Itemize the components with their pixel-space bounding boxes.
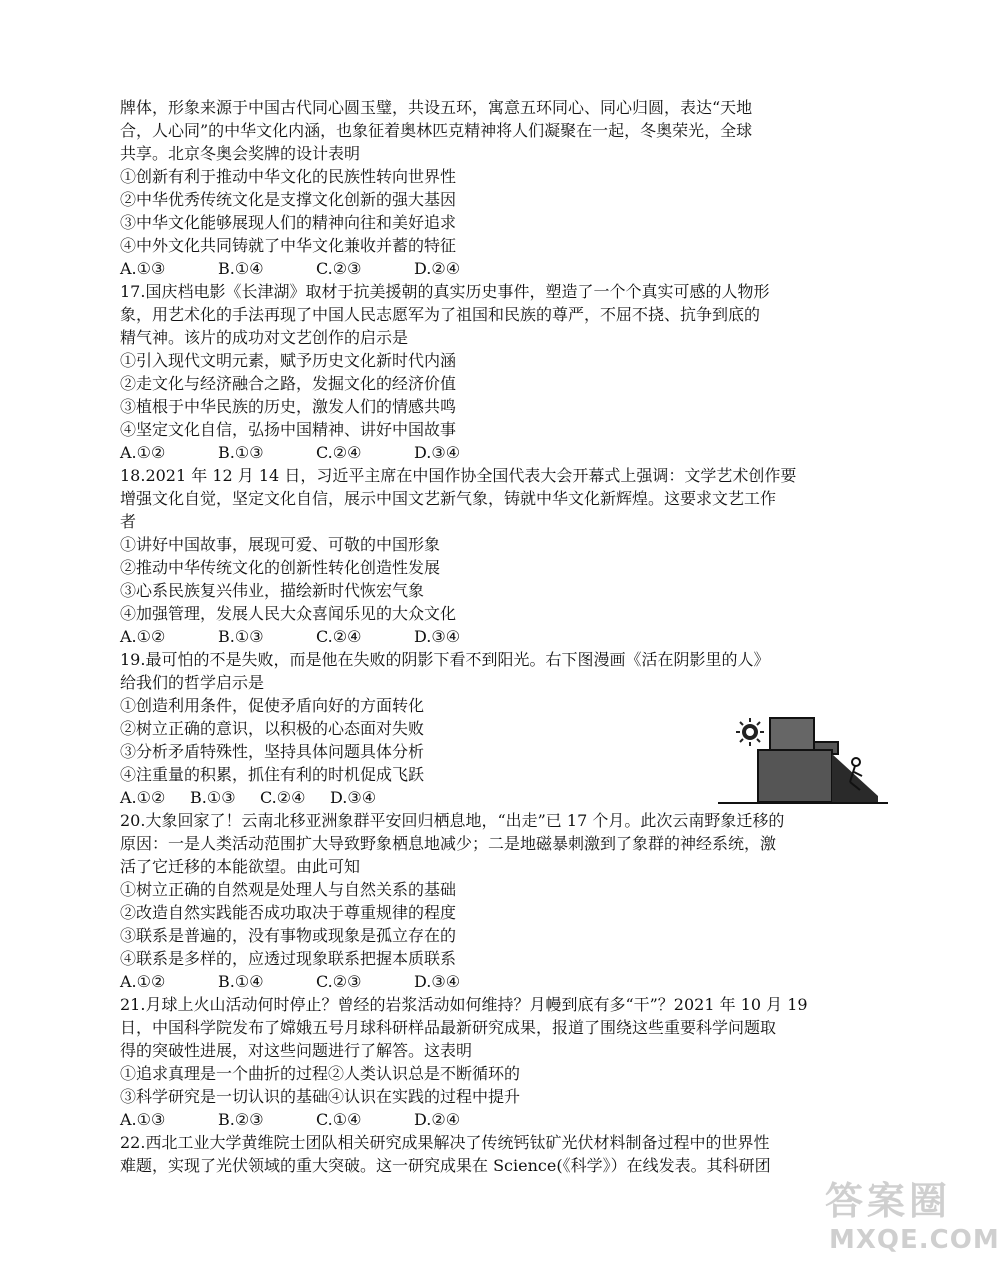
question-stem-line: 22.西北工业大学黄维院士团队相关研究成果解决了传统钙钛矿光伏材料制备过程中的世界性 xyxy=(120,1133,770,1152)
answer-options xyxy=(120,257,885,280)
question-17 xyxy=(120,280,885,464)
watermark-url-text: MXQE.COM xyxy=(829,1225,1000,1255)
statement-item: ③联系是普遍的，没有事物或现象是孤立存在的 xyxy=(120,926,457,945)
option-c: C.②④ xyxy=(316,627,362,646)
statement-item: ④联系是多样的，应透过现象联系把握本质联系 xyxy=(120,949,457,968)
question-stem-line: 牌体，形象来源于中国古代同心圆玉璧，共设五环，寓意五环同心、同心归圆，表达“天地 xyxy=(120,98,753,117)
option-d: D.③④ xyxy=(330,788,377,807)
cartoon-illustration xyxy=(718,710,888,810)
option-a: A.①② xyxy=(120,972,166,991)
option-d: D.②④ xyxy=(414,259,461,278)
question-stem-line: 17.国庆档电影《长津湖》取材于抗美援朝的真实历史事件，塑造了一个个真实可感的人物形 xyxy=(120,282,770,301)
question-stem-line: 原因：一是人类活动范围扩大导致野象栖息地减少；二是地磁暴刺激到了象群的神经系统，激 xyxy=(120,834,777,853)
option-b: B.②③ xyxy=(218,1110,264,1129)
option-a: A.①③ xyxy=(120,1110,166,1129)
statement-item: ③植根于中华民族的历史，激发人们的情感共鸣 xyxy=(120,397,457,416)
option-d: D.③④ xyxy=(414,627,461,646)
question-stem-line: 日，中国科学院发布了嫦娥五号月球科研样品最新研究成果，报道了围绕这些重要科学问题取 xyxy=(120,1018,777,1037)
statement-item: ③心系民族复兴伟业，描绘新时代恢宏气象 xyxy=(120,581,425,600)
option-b: B.①③ xyxy=(190,788,236,807)
statement-item: ①讲好中国故事，展现可爱、可敬的中国形象 xyxy=(120,535,441,554)
statement-item: ①追求真理是一个曲折的过程②人类认识总是不断循环的 xyxy=(120,1064,521,1083)
option-b: B.①③ xyxy=(218,627,264,646)
question-21 xyxy=(120,993,885,1131)
option-c: C.②④ xyxy=(316,443,362,462)
statement-item: ②树立正确的意识，以积极的心态面对失败 xyxy=(120,719,425,738)
statement-item: ④中外文化共同铸就了中华文化兼收并蓄的特征 xyxy=(120,236,457,255)
question-16 xyxy=(120,96,885,280)
question-stem-line: 18.2021 年 12 月 14 日，习近平主席在中国作协全国代表大会开幕式上强调：文学艺术创作要 xyxy=(120,466,797,485)
statement-item: ①引入现代文明元素，赋予历史文化新时代内涵 xyxy=(120,351,457,370)
statement-item: ①创造利用条件，促使矛盾向好的方面转化 xyxy=(120,696,425,715)
option-b: B.①④ xyxy=(218,259,264,278)
statement-item: ①树立正确的自然观是处理人与自然关系的基础 xyxy=(120,880,457,899)
option-c: C.②④ xyxy=(260,788,306,807)
question-22 xyxy=(120,1131,885,1177)
option-a: A.①② xyxy=(120,627,166,646)
question-stem-line: 精气神。该片的成功对文艺创作的启示是 xyxy=(120,328,409,347)
option-d: D.③④ xyxy=(414,443,461,462)
statement-item: ④坚定文化自信，弘扬中国精神、讲好中国故事 xyxy=(120,420,457,439)
question-stem-line: 19.最可怕的不是失败，而是他在失败的阴影下看不到阳光。右下图漫画《活在阴影里的人》 xyxy=(120,650,770,669)
question-stem-line: 合，人心同”的中华文化内涵，也象征着奥林匹克精神将人们凝聚在一起，冬奥荣光，全球 xyxy=(120,121,753,140)
site-watermark xyxy=(817,1170,1000,1265)
statement-item: ②走文化与经济融合之路，发掘文化的经济价值 xyxy=(120,374,457,393)
answer-options xyxy=(120,441,885,464)
option-c: C.①④ xyxy=(316,1110,362,1129)
option-a: A.①② xyxy=(120,443,166,462)
watermark-logo-text: 答案圈 xyxy=(825,1179,952,1223)
statement-item: ④加强管理，发展人民大众喜闻乐见的大众文化 xyxy=(120,604,457,623)
question-18 xyxy=(120,464,885,648)
statement-item: ③分析矛盾特殊性，坚持具体问题具体分析 xyxy=(120,742,425,761)
statement-item: ④注重量的积累，抓住有利的时机促成飞跃 xyxy=(120,765,425,784)
statement-item: ③中华文化能够展现人们的精神向往和美好追求 xyxy=(120,213,457,232)
option-b: B.①④ xyxy=(218,972,264,991)
question-stem-line: 象，用艺术化的手法再现了中国人民志愿军为了祖国和民族的尊严，不屈不挠、抗争到底的 xyxy=(120,305,761,324)
question-stem-line: 活了它迁移的本能欲望。由此可知 xyxy=(120,857,361,876)
question-stem-line: 给我们的哲学启示是 xyxy=(120,673,265,692)
question-stem-line: 共享。北京冬奥会奖牌的设计表明 xyxy=(120,144,361,163)
statement-item: ③科学研究是一切认识的基础④认识在实践的过程中提升 xyxy=(120,1087,521,1106)
sun-icon xyxy=(736,718,764,746)
question-stem-line: 得的突破性进展，对这些问题进行了解答。这表明 xyxy=(120,1041,473,1060)
option-d: D.②④ xyxy=(414,1110,461,1129)
statement-item: ②改造自然实践能否成功取决于尊重规律的程度 xyxy=(120,903,457,922)
small-block xyxy=(770,718,814,750)
option-a: A.①② xyxy=(120,788,166,807)
answer-options xyxy=(120,970,885,993)
option-d: D.③④ xyxy=(414,972,461,991)
statement-item: ②中华优秀传统文化是支撑文化创新的强大基因 xyxy=(120,190,457,209)
option-b: B.①③ xyxy=(218,443,264,462)
option-a: A.①③ xyxy=(120,259,166,278)
answer-options xyxy=(120,1108,885,1131)
option-c: C.②③ xyxy=(316,972,362,991)
question-stem-line: 20.大象回家了！云南北移亚洲象群平安回归栖息地，“出走”已 17 个月。此次云南野象迁移的 xyxy=(120,811,785,830)
big-block xyxy=(758,750,832,802)
question-20 xyxy=(120,809,885,993)
statement-item: ①创新有利于推动中华文化的民族性转向世界性 xyxy=(120,167,457,186)
question-stem-line: 难题，实现了光伏领域的重大突破。这一研究成果在 Science(《科学》）在线发表。其科研团 xyxy=(120,1156,771,1175)
option-c: C.②③ xyxy=(316,259,362,278)
statement-item: ②推动中华传统文化的创新性转化创造性发展 xyxy=(120,558,441,577)
question-stem-line: 者 xyxy=(120,512,137,531)
answer-options xyxy=(120,625,885,648)
question-stem-line: 增强文化自觉，坚定文化自信，展示中国文艺新气象，铸就中华文化新辉煌。这要求文艺工作 xyxy=(120,489,777,508)
question-content xyxy=(120,96,885,1177)
question-stem-line: 21.月球上火山活动何时停止？曾经的岩浆活动如何维持？月幔到底有多“干”？2021 年 10 月 19 xyxy=(120,995,808,1014)
